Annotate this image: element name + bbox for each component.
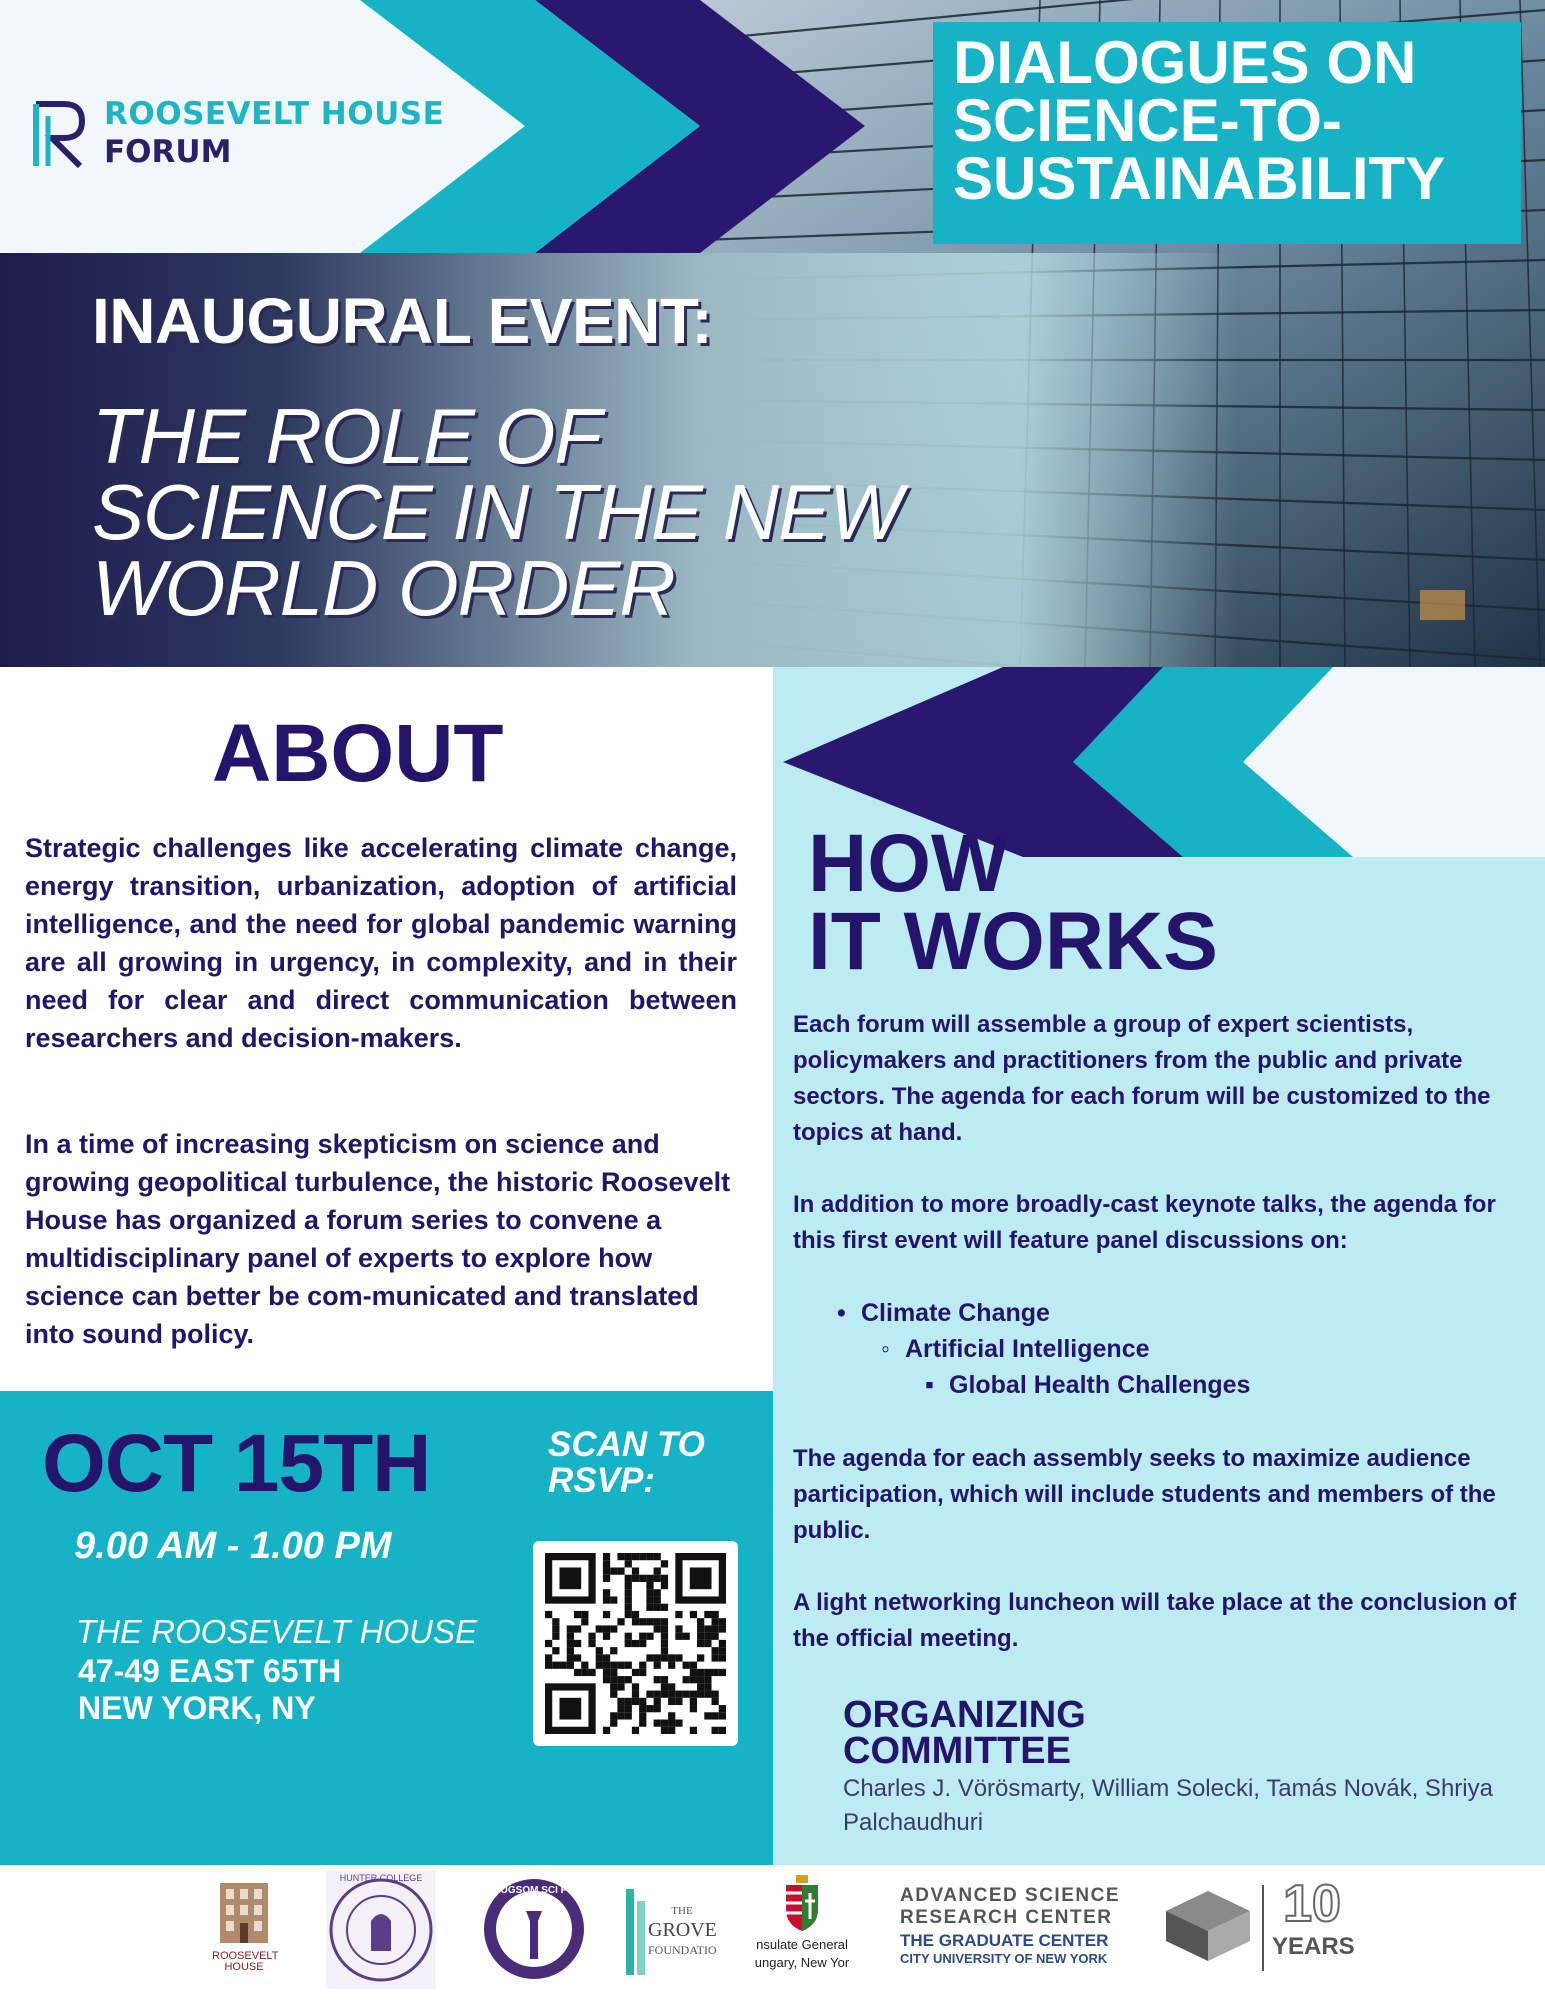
event-address	[78, 1653, 341, 1727]
sponsor-logos-bar	[0, 1865, 1545, 2000]
asrc-text-line-4: CITY UNIVERSITY OF NEW YORK	[900, 1951, 1108, 1966]
event-title: THE ROLE OF SCIENCE IN THE NEW WORLD ORDER	[92, 392, 902, 632]
ten-years-label: YEARS	[1272, 1933, 1355, 1960]
header-banner	[0, 0, 1545, 667]
roosevelt-house-sponsor-logo	[212, 1877, 279, 1987]
organizing-committee-heading	[843, 1694, 1086, 1772]
bullet-item	[837, 1299, 1050, 1328]
bullet-label: Artificial Intelligence	[905, 1335, 1150, 1363]
grove-foundation-text: FOUNDATIO	[648, 1943, 717, 1957]
how-paragraph-1: Each forum will assemble a group of expert scientists, policymakers and practitioners from the public and private sectors. The agenda for each forum will be customized to the topics at hand.	[793, 1011, 1491, 1146]
asrc-cube-icon	[1162, 1887, 1254, 1963]
organizing-committee-names: Charles J. Vörösmarty, William Solecki, Tamás Novák, Shriya Palchaudhuri	[843, 1775, 1493, 1836]
org-heading-line-2: COMMITTEE	[843, 1730, 1071, 1772]
asrc-graduate-center-logo	[900, 1885, 1160, 1981]
rsvp-qr-code[interactable]	[533, 1541, 738, 1746]
asrc-text-line-3: THE GRADUATE CENTER	[900, 1931, 1109, 1950]
hunter-college-seal-logo	[326, 1871, 436, 1989]
bullet-label: Global Health Challenges	[949, 1371, 1251, 1399]
grove-the-text: THE	[671, 1905, 693, 1917]
hunter-college-seal-text: HUNTER COLLEGE	[339, 1873, 423, 1883]
nyugsom-sci-pol-logo	[482, 1877, 586, 1981]
org-heading-line-1: ORGANIZING	[843, 1694, 1086, 1736]
asrc-text-line-2: RESEARCH CENTER	[900, 1907, 1113, 1928]
inaugural-event-label: INAUGURAL EVENT:	[92, 285, 713, 357]
bullet-item	[881, 1335, 1150, 1364]
grove-foundation-logo	[626, 1881, 716, 1981]
event-time: 9.00 AM - 1.00 PM	[74, 1525, 392, 1567]
how-it-works-heading	[808, 818, 1218, 987]
series-title-box	[933, 22, 1521, 244]
event-date: OCT 15TH	[42, 1418, 431, 1509]
bullet-square-icon: ▪	[925, 1371, 934, 1399]
bullet-disc-icon: •	[837, 1299, 846, 1327]
bullet-circle-icon: ◦	[881, 1335, 890, 1363]
address-line-1: 47-49 EAST 65TH	[78, 1653, 342, 1689]
address-line-2: NEW YORK, NY	[78, 1690, 316, 1726]
how-heading-line-2: IT WORKS	[808, 896, 1218, 987]
ten-years-badge	[1272, 1875, 1355, 1975]
asrc-text-line-1: ADVANCED SCIENCE	[900, 1885, 1121, 1906]
ten-years-number: 10	[1283, 1875, 1341, 1933]
consulate-hungary-logo	[752, 1875, 852, 1985]
consulate-text-line-1: nsulate General	[756, 1937, 848, 1952]
rh-monogram-icon	[30, 98, 94, 170]
event-venue: THE ROOSEVELT HOUSE	[76, 1613, 477, 1650]
about-paragraph-2: In a time of increasing skepticism on science and growing geopolitical turbulence, the historic Roosevelt House has organized a forum series to convene a multidisciplinary panel of experts to explore how science can better be com-municated and translated into sound policy.	[25, 1129, 731, 1349]
how-heading-line-1: HOW	[808, 818, 1009, 909]
seal-icon	[326, 1871, 436, 1989]
about-section	[0, 667, 773, 1391]
nyugsom-logo-text: NYUGSOM SCI POL	[486, 1885, 582, 1896]
bullet-label: Climate Change	[861, 1299, 1050, 1327]
qr-code-icon	[545, 1553, 726, 1734]
grove-bars-icon	[626, 1881, 648, 1981]
hungary-crest-icon	[782, 1875, 822, 1931]
how-paragraph-4: A light networking luncheon will take place at the conclusion of the official meeting.	[793, 1589, 1517, 1652]
scan-to-rsvp-label: SCAN TO RSVP:	[548, 1425, 705, 1500]
about-paragraph-1: Strategic challenges like accelerating climate change, energy transition, urbanization, adoption of artificial intelligence, and the need for global pandemic warning are all growing in urgency, in complexity, and in their need for clear and direct communication between researchers and decision-makers.	[25, 833, 737, 1053]
series-title: DIALOGUES ON SCIENCE-TO- SUSTAINABILITY	[953, 29, 1446, 212]
how-paragraph-3: The agenda for each assembly seeks to maximize audience participation, which will include students and members of the public.	[793, 1445, 1496, 1544]
how-paragraph-2: In addition to more broadly-cast keynote talks, the agenda for this first event will feature panel discussions on:	[793, 1191, 1496, 1254]
about-heading: ABOUT	[212, 708, 504, 799]
how-it-works-section	[773, 667, 1545, 1865]
logo-text-line2: FORUM	[104, 134, 232, 170]
roosevelt-house-forum-logo	[30, 94, 470, 174]
townhouse-icon	[212, 1877, 276, 1947]
consulate-text-line-2: ungary, New Yor	[754, 1955, 850, 1970]
logo-text-line1: ROOSEVELT HOUSE	[104, 96, 445, 132]
roosevelt-house-logo-text: ROOSEVELT HOUSE	[212, 1950, 279, 1973]
event-details-section	[0, 1391, 773, 1865]
logo-divider	[1262, 1885, 1264, 1971]
grove-name-text: GROVE	[648, 1919, 717, 1941]
bullet-item	[925, 1371, 1250, 1400]
